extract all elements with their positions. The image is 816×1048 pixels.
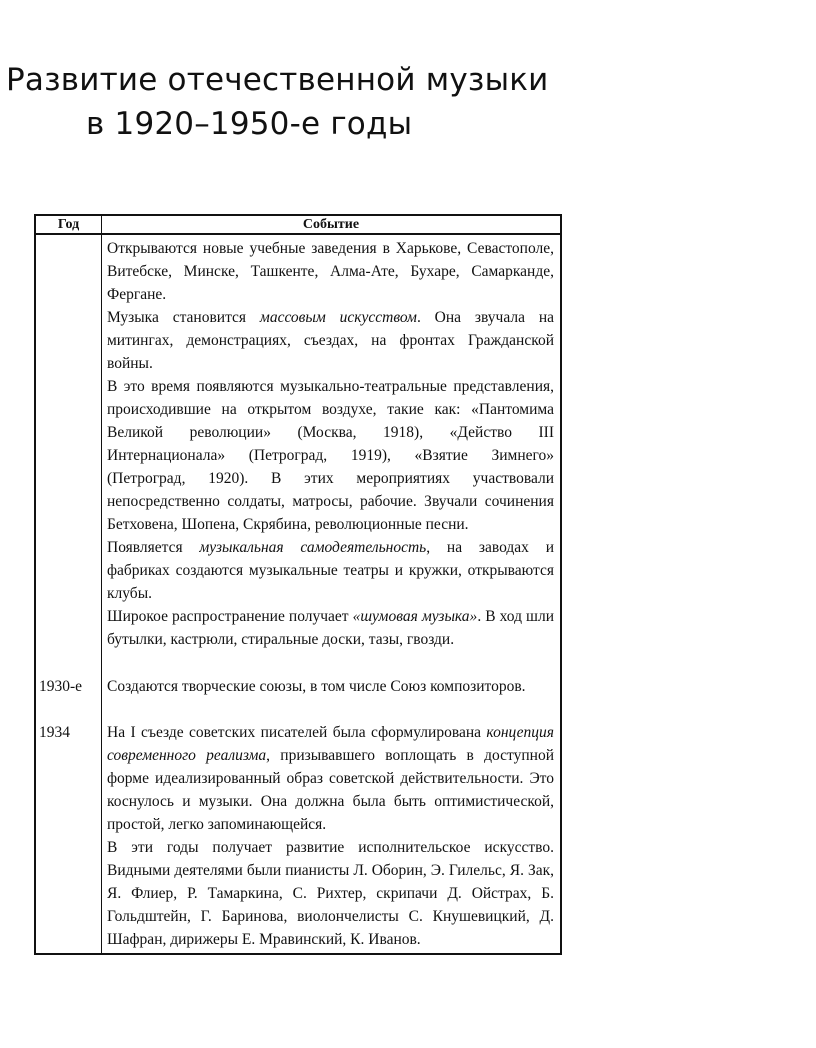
text-run: , на заводах и фабриках создаются музыкальные театры и кружки, открываются клубы. <box>107 539 554 602</box>
event-paragraph <box>107 721 554 836</box>
table-row <box>35 675 561 721</box>
event-paragraph: Создаются творческие союзы, в том числе Союз композиторов. <box>107 678 526 695</box>
emphasis-term: «шумовая музыка» <box>352 608 478 625</box>
year-column-header: Год <box>35 215 102 234</box>
title-line-2: в 1920–1950-е годы <box>86 106 413 142</box>
year-cell: 1934 <box>35 721 102 954</box>
event-paragraph: В эти годы получает развитие исполнительское искусство. Видными деятелями были пианисты Л. Оборин, Э. Гилельс, Я. Зак, Я. Флиер, Р. Тамаркина, С. Рихтер, скрипачи Д. Ойстрах, Б. Гольдштейн, Г. Баринова, виолончелисты С. Кнушевицкий, Д. Шафран, дирижеры Е. Мравинский, К. Иванов. <box>107 839 554 948</box>
text-run: . Она звучала на митингах, демонстрациях, съездах, на фронтах Гражданской войны. <box>107 309 555 372</box>
table-row <box>35 234 561 675</box>
event-cell <box>102 234 562 675</box>
event-paragraph: В это время появляются музыкально-театральные представления, происходившие на открытом воздухе, такие как: «Пантомима Великой революции» (Москва, 1918), «Действо III Интернационала» (Петроград, 1919), «Взятие Зимнего» (Петроград, 1920). В этих мероприятиях участвовали непосредственно солдаты, матросы, рабочие. Звучали сочинения Бетховена, Шопена, Скрябина, революционные песни. <box>107 378 554 533</box>
year-cell: 1930-е <box>35 675 102 721</box>
year-cell <box>35 234 102 675</box>
event-cell <box>102 721 562 954</box>
text-run: Музыка становится <box>107 309 260 326</box>
emphasis-term: концепция современного реализма <box>107 724 554 764</box>
text-run: , призывавшего воплощать в доступной форме идеализированный образ советской действительности. Это коснулось и музыки. Она должна была быть оптимистической, простой, легко запоминающейся. <box>107 747 554 833</box>
emphasis-term: музыкальная самодеятельность <box>199 539 427 556</box>
table-row <box>35 721 561 954</box>
emphasis-term: массовым искусством <box>259 309 417 326</box>
event-column-header: Событие <box>102 215 562 234</box>
event-paragraph <box>107 605 554 651</box>
text-run: . В ход шли бутылки, кастрюли, стиральные доски, тазы, гвозди. <box>107 608 554 648</box>
event-cell <box>102 675 562 721</box>
page-title <box>6 58 549 146</box>
event-paragraph: Открываются новые учебные заведения в Харькове, Севастополе, Витебске, Минске, Ташкенте, Алма-Ате, Бухаре, Самарканде, Фергане. <box>107 240 554 303</box>
text-run: На I съезде советских писателей была сформулирована <box>107 724 487 741</box>
title-line-1: Развитие отечественной музыки <box>6 62 549 98</box>
event-paragraph <box>107 536 554 605</box>
timeline-table <box>34 214 562 955</box>
table-header-row <box>35 215 561 234</box>
text-run: Широкое распространение получает <box>107 608 353 625</box>
text-run: Появляется <box>107 539 200 556</box>
event-paragraph <box>107 306 554 375</box>
